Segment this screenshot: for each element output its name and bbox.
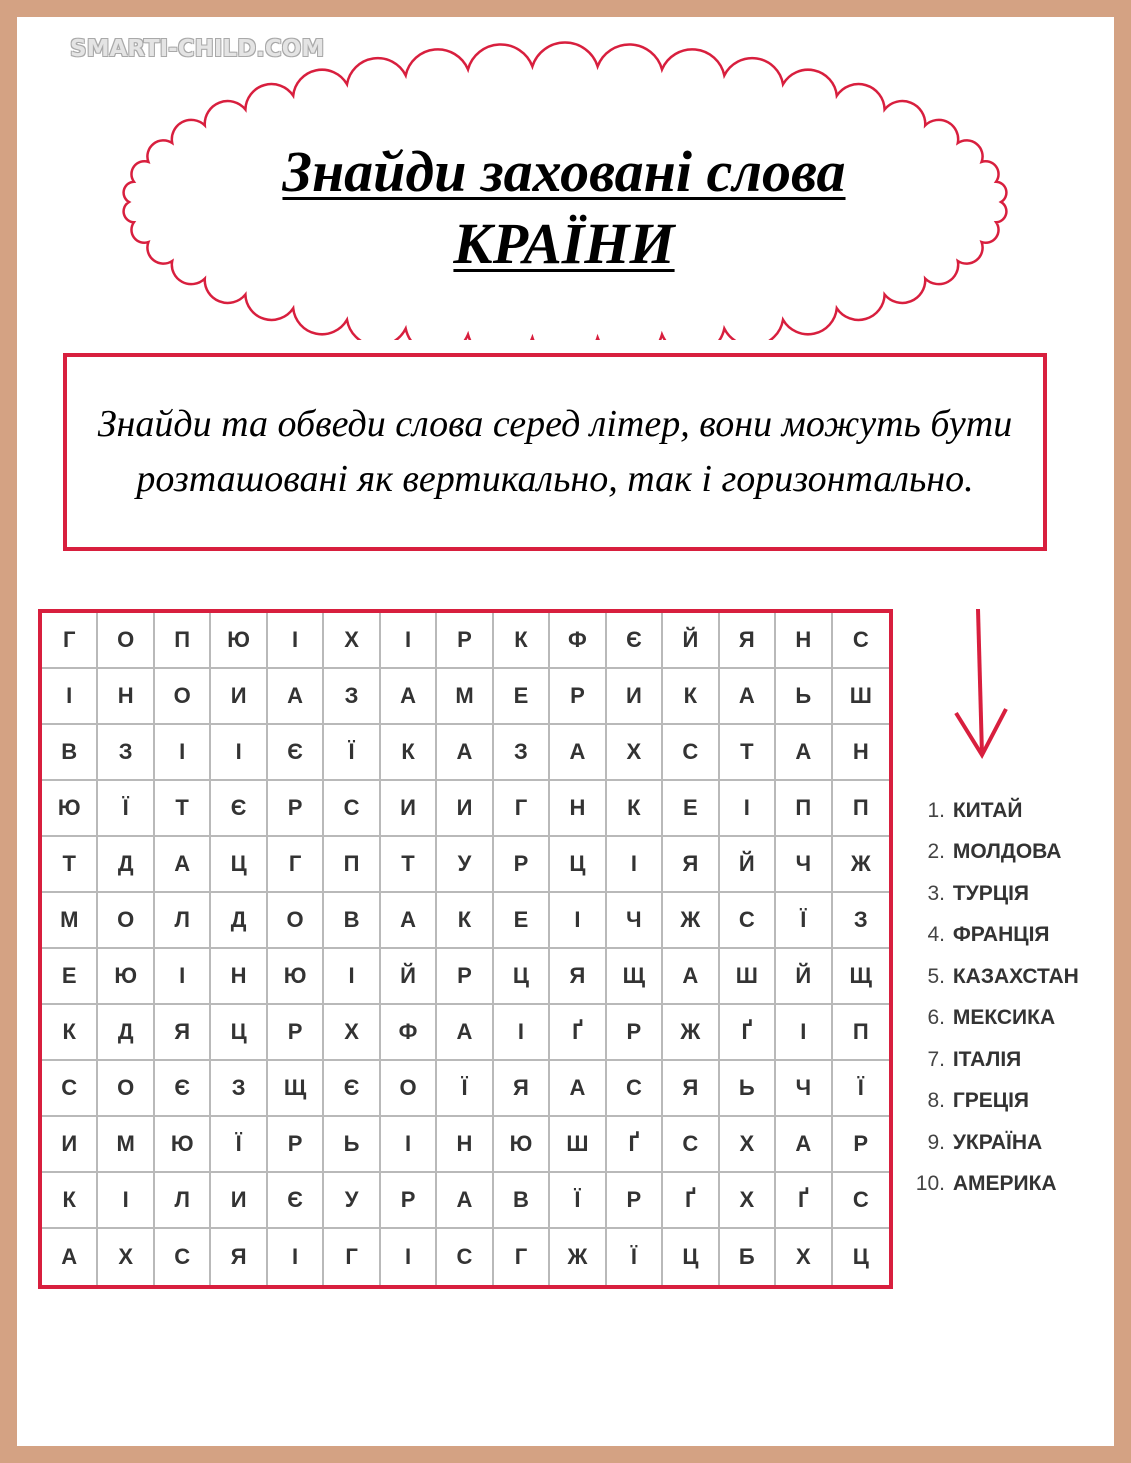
word-number: 3. [927,881,945,905]
word-list-item [905,832,1079,874]
grid-cell[interactable]: Я [494,1061,550,1117]
word-label: АМЕРИКА [947,1172,1057,1196]
grid-cell[interactable]: Є [607,613,663,669]
grid-cell[interactable]: З [494,725,550,781]
grid-cell[interactable]: Ч [776,1061,832,1117]
grid-cell[interactable]: К [42,1173,98,1229]
grid-cell[interactable]: К [494,613,550,669]
grid-cell[interactable]: Є [268,725,324,781]
grid-cell[interactable]: Я [720,613,776,669]
grid-cell[interactable]: З [98,725,154,781]
grid-cell[interactable]: С [663,1117,719,1173]
grid-cell[interactable]: Р [381,1173,437,1229]
grid-cell[interactable]: Х [720,1173,776,1229]
grid-cell[interactable]: К [437,893,493,949]
grid-cell[interactable]: І [381,1117,437,1173]
word-label: ФРАНЦІЯ [947,923,1050,947]
grid-cell[interactable]: О [268,893,324,949]
grid-cell[interactable]: Г [494,781,550,837]
grid-cell[interactable]: З [324,669,380,725]
grid-cell[interactable]: И [211,1173,267,1229]
grid-cell[interactable]: Я [550,949,606,1005]
grid-cell[interactable]: О [98,613,154,669]
grid-cell[interactable]: І [776,1005,832,1061]
grid-cell[interactable]: Д [211,893,267,949]
grid-cell[interactable]: Ю [494,1117,550,1173]
down-arrow-icon [950,605,1010,765]
word-list-item [905,956,1079,998]
grid-cell[interactable]: Ц [550,837,606,893]
grid-cell[interactable]: І [494,1005,550,1061]
grid-cell[interactable]: Х [720,1117,776,1173]
grid-cell[interactable]: Ь [720,1061,776,1117]
grid-cell[interactable]: Н [776,613,832,669]
grid-cell[interactable]: Р [607,1005,663,1061]
grid-cell[interactable]: Н [98,669,154,725]
grid-cell[interactable]: С [324,781,380,837]
grid-cell[interactable]: Р [607,1173,663,1229]
grid-cell[interactable]: А [550,725,606,781]
word-number: 7. [927,1047,945,1071]
grid-cell[interactable]: І [268,613,324,669]
grid-cell[interactable]: Ц [494,949,550,1005]
grid-cell[interactable]: Є [268,1173,324,1229]
grid-cell[interactable]: Ж [663,893,719,949]
grid-cell[interactable]: І [720,781,776,837]
grid-cell[interactable]: Х [324,1005,380,1061]
word-number: 10. [915,1172,945,1196]
grid-cell[interactable]: Г [268,837,324,893]
grid-cell[interactable]: Щ [833,949,889,1005]
grid-cell[interactable]: Й [720,837,776,893]
grid-cell[interactable]: П [776,781,832,837]
grid-cell[interactable]: П [155,613,211,669]
grid-cell[interactable]: Ц [211,1005,267,1061]
grid-cell[interactable]: Ї [607,1229,663,1285]
grid-cell[interactable]: І [268,1229,324,1285]
grid-cell[interactable]: О [155,669,211,725]
grid-cell[interactable]: П [324,837,380,893]
grid-cell[interactable]: Т [42,837,98,893]
grid-cell[interactable]: Р [550,669,606,725]
grid-cell[interactable]: І [324,949,380,1005]
word-number: 6. [927,1006,945,1030]
word-list-item [905,1039,1079,1081]
grid-cell[interactable]: П [833,781,889,837]
instructions-box [63,353,1047,551]
word-label: УКРАЇНА [947,1130,1043,1154]
grid-cell[interactable]: І [98,1173,154,1229]
grid-cell[interactable]: К [607,781,663,837]
grid-cell[interactable]: Ґ [720,1005,776,1061]
grid-cell[interactable]: Ї [833,1061,889,1117]
grid-cell[interactable]: Н [833,725,889,781]
grid-cell[interactable]: Ї [324,725,380,781]
word-label: ІТАЛІЯ [947,1047,1022,1071]
grid-cell[interactable]: І [381,613,437,669]
grid-cell[interactable]: Ї [550,1173,606,1229]
word-number: 4. [927,923,945,947]
grid-cell[interactable]: Р [437,949,493,1005]
grid-cell[interactable]: Ю [211,613,267,669]
grid-cell[interactable]: С [155,1229,211,1285]
word-label: МЕКСИКА [947,1006,1056,1030]
word-number: 2. [927,840,945,864]
word-label: КИТАЙ [947,798,1023,822]
grid-cell[interactable]: А [663,949,719,1005]
grid-cell[interactable]: С [833,613,889,669]
grid-cell[interactable]: В [494,1173,550,1229]
word-list-item [905,1122,1079,1164]
grid-cell[interactable]: І [607,837,663,893]
grid-cell[interactable]: А [437,725,493,781]
grid-cell[interactable]: Р [268,781,324,837]
grid-cell[interactable]: І [381,1229,437,1285]
grid-cell[interactable]: М [98,1117,154,1173]
grid-cell[interactable]: А [381,893,437,949]
grid-cell[interactable]: І [155,949,211,1005]
grid-cell[interactable]: М [437,669,493,725]
grid-cell[interactable]: А [720,669,776,725]
grid-cell[interactable]: В [42,725,98,781]
grid-cell[interactable]: Х [98,1229,154,1285]
word-label: КАЗАХСТАН [947,964,1079,988]
grid-cell[interactable]: К [381,725,437,781]
grid-cell[interactable]: Є [155,1061,211,1117]
grid-cell[interactable]: Ь [776,669,832,725]
grid-cell[interactable]: Ц [852,1244,869,1269]
grid-cell[interactable]: Ю [155,1117,211,1173]
grid-cell[interactable]: Ь [324,1117,380,1173]
grid-cell[interactable]: Ї [776,893,832,949]
word-number: 8. [927,1089,945,1113]
grid-cell[interactable]: Р [494,837,550,893]
grid-cell[interactable]: Ц [211,837,267,893]
grid-cell[interactable]: Х [776,1229,832,1285]
grid-cell[interactable]: У [437,837,493,893]
instructions-text: Знайди та обведи слова серед літер, вони можуть бути розташовані як вертикально, так і горизонтально. [97,403,1013,500]
grid-cell[interactable]: У [324,1173,380,1229]
grid-cell[interactable]: С [663,725,719,781]
grid-cell[interactable]: Л [155,1173,211,1229]
grid-cell[interactable]: К [42,1005,98,1061]
grid-cell[interactable]: Ж [833,837,889,893]
grid-cell[interactable]: Ґ [607,1117,663,1173]
grid-cell[interactable]: О [98,893,154,949]
grid-cell[interactable]: И [437,781,493,837]
grid-cell[interactable]: А [437,1005,493,1061]
grid-cell[interactable]: Ф [381,1005,437,1061]
grid-cell[interactable]: Ш [833,669,889,725]
grid-cell[interactable]: Ж [663,1005,719,1061]
watermark-logo: SMARTI-CHILD.COM [70,36,325,62]
grid-cell[interactable]: А [776,725,832,781]
grid-cell[interactable]: И [381,781,437,837]
grid-cell[interactable]: С [720,893,776,949]
grid-cell[interactable]: С [42,1061,98,1117]
grid-cell[interactable]: Й [776,949,832,1005]
word-search-grid [38,609,893,1289]
grid-cell[interactable]: Ж [550,1229,606,1285]
grid-cell[interactable]: Н [550,781,606,837]
grid-cell[interactable]: Я [663,1061,719,1117]
grid-cell[interactable]: А [776,1117,832,1173]
word-list-item [905,915,1079,957]
grid-cell[interactable]: Є [324,1061,380,1117]
grid-cell[interactable]: Ю [98,949,154,1005]
grid-cell[interactable]: Е [494,669,550,725]
word-list [905,790,1079,1205]
grid-cell[interactable]: Г [42,613,98,669]
word-list-item [905,998,1079,1040]
grid-cell[interactable]: Я [155,1005,211,1061]
grid-cell[interactable]: О [381,1061,437,1117]
grid-cell[interactable]: Д [98,837,154,893]
grid-cell[interactable]: С [437,1229,493,1285]
grid-cell[interactable]: А [381,669,437,725]
word-number: 5. [927,964,945,988]
grid-cell[interactable]: Х [607,725,663,781]
grid-cell[interactable]: Р [833,1117,889,1173]
grid-cell[interactable]: И [211,669,267,725]
grid-cell[interactable]: З [211,1061,267,1117]
grid-cell[interactable]: А [155,837,211,893]
grid-cell[interactable]: Л [155,893,211,949]
grid-cell[interactable]: Я [663,837,719,893]
page-title: Знайди заховані слова [282,139,846,204]
word-list-item [905,873,1079,915]
grid-cell[interactable]: Е [494,893,550,949]
grid-cell[interactable]: Ч [776,837,832,893]
grid-cell[interactable]: Р [268,1117,324,1173]
grid-cell[interactable]: Ї [437,1061,493,1117]
page-subtitle: КРАЇНИ [453,211,675,276]
grid-cell[interactable]: Ї [211,1117,267,1173]
grid-cell[interactable]: Ю [268,949,324,1005]
grid-cell[interactable]: М [42,893,98,949]
word-label: ТУРЦІЯ [947,881,1030,905]
grid-cell[interactable]: Ц [663,1229,719,1285]
grid-cell[interactable]: Й [663,613,719,669]
grid-cell[interactable]: А [437,1173,493,1229]
grid-cell[interactable]: К [663,669,719,725]
grid-cell[interactable]: Т [720,725,776,781]
grid-cell[interactable]: І [211,725,267,781]
grid-cell[interactable]: Г [324,1229,380,1285]
grid-cell[interactable]: Б [720,1229,776,1285]
grid-cell[interactable]: Ґ [550,1005,606,1061]
grid-cell[interactable]: Ї [98,781,154,837]
grid-cell[interactable]: А [42,1229,98,1285]
grid-cell[interactable]: С [607,1061,663,1117]
grid-cell[interactable]: З [833,893,889,949]
grid-cell[interactable]: Ш [550,1117,606,1173]
grid-cell[interactable]: Ґ [663,1173,719,1229]
grid-cell[interactable]: І [550,893,606,949]
grid-cell[interactable]: П [833,1005,889,1061]
grid-cell[interactable]: Ю [42,781,98,837]
grid-cell[interactable]: Ш [720,949,776,1005]
grid-cell[interactable]: Ф [550,613,606,669]
grid-cell[interactable]: Х [324,613,380,669]
word-list-item [905,1081,1079,1123]
grid-cell[interactable]: И [42,1117,98,1173]
grid-cell[interactable]: Е [42,949,98,1005]
grid-cell[interactable]: І [155,725,211,781]
grid-cell[interactable]: А [268,669,324,725]
grid-cell[interactable]: Р [437,613,493,669]
grid-cell[interactable]: Є [211,781,267,837]
grid-cell[interactable]: Щ [607,949,663,1005]
word-label: МОЛДОВА [947,840,1062,864]
word-number: 1. [927,798,945,822]
word-list-item [905,1164,1079,1206]
grid-cell[interactable]: Е [663,781,719,837]
grid-cell[interactable]: Т [381,837,437,893]
grid-cell[interactable]: Н [211,949,267,1005]
grid-cell[interactable]: Й [381,949,437,1005]
grid-cell[interactable]: И [607,669,663,725]
grid-cell[interactable]: О [98,1061,154,1117]
word-list-item [905,790,1079,832]
grid-cell[interactable]: Н [437,1117,493,1173]
grid-cell[interactable]: Д [98,1005,154,1061]
grid-cell[interactable]: С [833,1173,889,1229]
word-label: ГРЕЦІЯ [947,1089,1030,1113]
grid-cell[interactable]: В [324,893,380,949]
grid-cell[interactable]: Г [494,1229,550,1285]
grid-cell[interactable]: Р [268,1005,324,1061]
grid-cell[interactable]: Щ [268,1061,324,1117]
grid-cell[interactable]: Ч [607,893,663,949]
grid-cell[interactable]: І [42,669,98,725]
word-number: 9. [927,1130,945,1154]
grid-cell[interactable]: Я [211,1229,267,1285]
grid-cell[interactable]: А [550,1061,606,1117]
grid-cell[interactable]: Ґ [776,1173,832,1229]
grid-cell[interactable]: Т [155,781,211,837]
